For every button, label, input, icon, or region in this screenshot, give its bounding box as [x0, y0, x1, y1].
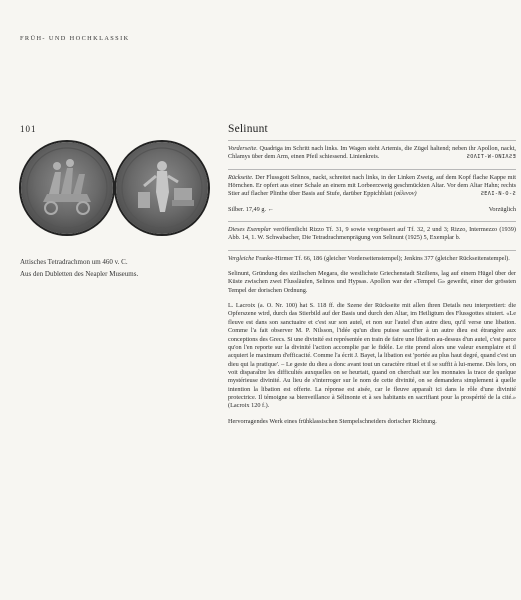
caption-line: Aus den Dubletten des Neapler Museums. — [20, 269, 139, 278]
reverse-label: Rückseite. — [228, 173, 254, 181]
coin-obverse-image — [21, 142, 113, 234]
entry-title: Selinunt — [228, 123, 268, 135]
reverse-text: Der Flussgott Selinos, nackt, schreitet nach links, in der Linken Zweig, auf dem Kopf flache Kappe mit Hörnchen. Er opfert aus einer Schale an einem mit Lorbeerzweig geschmückten Altar. Vor dem Altar Hahn; rechts Stier auf flacher Plinthe über Basis auf Stufe, darüber Eppichblatt — [228, 173, 516, 198]
entry-number: 101 — [20, 124, 37, 134]
provenance-label: Dieses Exemplar — [228, 226, 272, 234]
weight-row — [228, 206, 516, 214]
compare-paragraph — [228, 255, 516, 263]
obverse-label: Vorderseite. — [228, 145, 258, 152]
divider — [228, 169, 516, 170]
closing-paragraph: Hervorragendes Werk eines frühklassischen Stempelschneiders dorischer Richtung. — [228, 417, 437, 425]
divider — [228, 140, 516, 141]
coin-caption — [20, 257, 220, 280]
obverse-legend: ƧOΛIΤ-W-ΟΝΙΛƧƎ — [466, 154, 516, 161]
weight-text: Silber. 17,49 g. ← — [228, 205, 274, 213]
lacroix-paragraph: L. Lacroix (a. O. Nr. 100) hat S. 118 ff. die Szene der Rückseite mit allen ihren Details neu interpretiert: die Opferszene wird, durch das Stierbild auf der Basis und durch den Altar, im Heiligtum des Flussgottes situiert. «Le fleuve est dans son sanctuaire et c'est sur son autel, et non sur l'autel d'un autre dieu, qu'il verse une libation. Comme l'a fait observer M. P. Nilsson, l'idée qu'un dieu puisse sacrifier à un autre dieu est étrangère aux conceptions des Grecs. Si une divinité est représentée en train de faire une libation au-dessus d'un autel, c'est parce qu'on l'en reporte sur la divinité l'action accomplie par le fidèle. Le rite prend alors une valeur exemplaire et il acquiert le maximum d'efficacité. Comme l'a écrit J. Bayet, la libation est 'portée au plus haut degré, quand c'est un dieu qui la pratique'. – Le geste du dieu a donc avant tout un caractère rituel et il se suffit à lui-meme. Dès lors, on voit disparaître les difficultés auxquelles on se heurtait, quand on cherchait sur les monnaies la trace de quelque mystérieuse divinité. Au lieu de s'interroger sur le nom de cette divinité, on se demandera simplement à quelle intention la libation est offerte. La réponse est aisée, car le fleuve apparaît ici dans le rôle d'une divinité protectrice. Il témoigne sa bienveillance à Sélinonte et à ses habitants en sacrifiant pour la prospérité de la cité.» (Lacroix 120 f.). — [228, 302, 516, 410]
obverse-text: Quadriga im Schritt nach links. Im Wagen steht Artemis, die Zügel haltend; neben ihr Apollon, nackt, Chlamys über dem Arm, einen Pfeil schiessend. Linienkreis. — [228, 145, 516, 161]
reverse-legend: ƧΕΛΙ-Ν-Ο-Ƨ — [480, 191, 516, 198]
coin-reverse-image — [116, 142, 208, 234]
running-header: FRÜH- UND HOCHKLASSIK — [20, 35, 130, 42]
reverse-paragraph — [228, 174, 516, 199]
compare-text: Franke-Hirmer Tf. 66, 186 (gleicher Vorderseitenstempel); Jenkins 377 (gleicher Rückseitenstempel). — [254, 254, 510, 262]
provenance-text: veröffentlicht Rizzo Tf. 31, 9 sowie vergrössert auf Tf. 32, 2 und 3; Rizzo, Intermezzo (1939) Abb. 14, 1. W. Schwabacher, Die Tetradrachmenprägung von Selinunt (1925) 5, Exemplar b. — [228, 226, 516, 242]
caption-line: Attisches Tetradrachmon um 460 v. C. — [20, 258, 128, 266]
divider — [228, 221, 516, 222]
grade-text: Vorzüglich — [488, 205, 516, 213]
history-paragraph: Selinunt, Gründung des sizilischen Megara, die westlichste Griechenstadt Siziliens, lag auf einem Hügel über der Küste zwischen zwei Flussläufen, Selinos und Hypsas. Apollon war der «Tempel G» geweiht, einer der grössten Tempel der dorischen Ordnung. — [228, 270, 516, 294]
reverse-greek: (σέλινον) — [393, 190, 417, 198]
compare-label: Vergleiche — [228, 254, 255, 262]
divider — [228, 250, 516, 251]
entry-body — [228, 123, 516, 433]
obverse-paragraph — [228, 145, 516, 162]
provenance-paragraph — [228, 226, 516, 243]
